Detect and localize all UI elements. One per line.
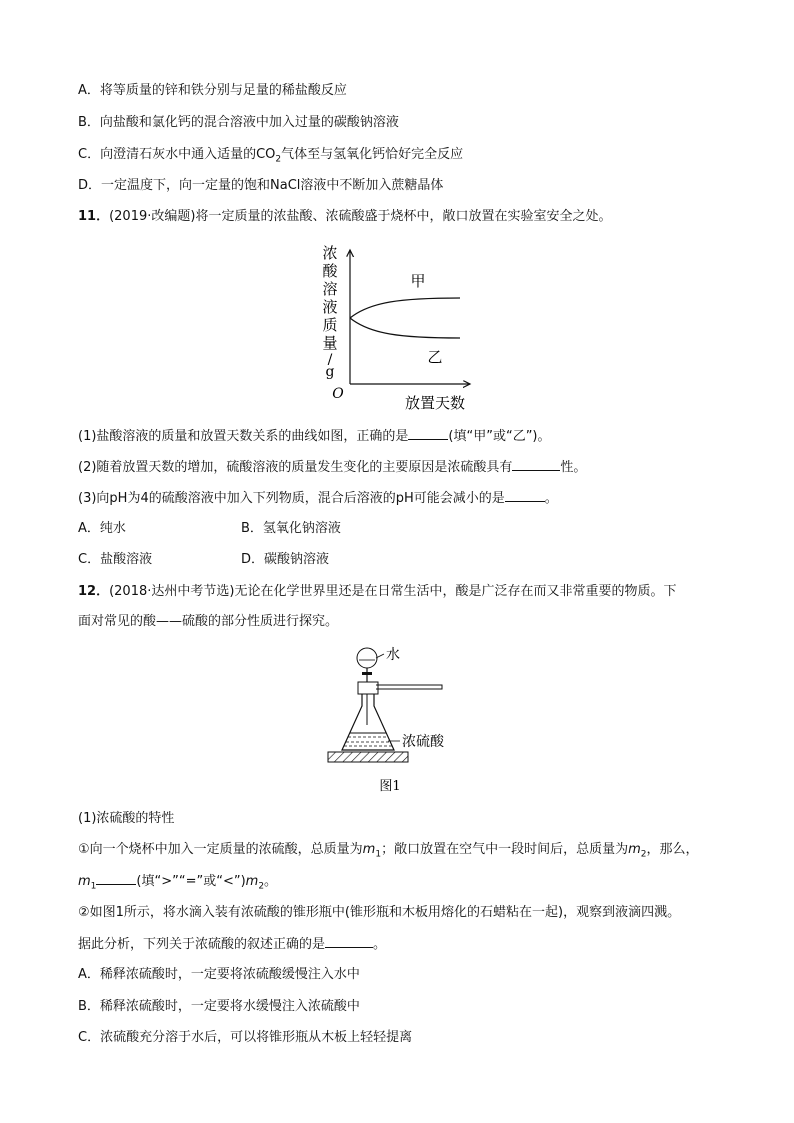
answer-blank[interactable] — [408, 427, 448, 440]
q11-sub1: (1)盐酸溶液的质量和放置天数关系的曲线如图，正确的是 (填“甲”或“乙”)。 — [78, 429, 551, 444]
q12-sub1-title: (1)浓硫酸的特性 — [78, 811, 175, 826]
answer-blank[interactable] — [512, 458, 560, 471]
y-label-5: 质 — [322, 316, 338, 334]
origin-label: O — [332, 386, 344, 402]
figure-caption: 图1 — [379, 779, 401, 794]
y-label-6: 量 — [322, 334, 338, 352]
q10-option-b: B．向盐酸和氯化钙的混合溶液中加入过量的碳酸钠溶液 — [78, 115, 399, 130]
x-axis-label: 放置天数 — [404, 394, 466, 412]
curve-lower-label: 乙 — [427, 348, 443, 366]
q12-item2-line2: 据此分析，下列关于浓硫酸的叙述正确的是 。 — [78, 937, 387, 952]
q10-option-a: A．将等质量的锌和铁分别与足量的稀盐酸反应 — [78, 83, 347, 98]
label-water: 水 — [386, 647, 400, 663]
q12-stem-line2: 面对常见的酸——硫酸的部分性质进行探究。 — [78, 614, 339, 629]
curve-upper-label: 甲 — [410, 272, 426, 290]
q10-option-d: D．一定温度下，向一定量的饱和NaCl溶液中不断加入蔗糖晶体 — [78, 178, 444, 193]
funnel-bulb — [357, 648, 377, 668]
y-label-7: / — [327, 352, 333, 368]
y-label-2: 酸 — [322, 262, 338, 280]
q11-option-b: B．氢氧化钠溶液 — [241, 521, 341, 536]
q11-stem: 11．(2019·改编题)将一定质量的浓盐酸、浓硫酸盛于烧杯中，敞口放置在实验室安全之处。 — [78, 209, 612, 224]
q11-graph — [300, 236, 500, 416]
q12-item1-line1: ①向一个烧杯中加入一定质量的浓硫酸，总质量为$m_1$；敞口放置在空气中一段时间后，总质量为$m_2$，那么， — [78, 842, 699, 860]
y-label-4: 液 — [322, 298, 338, 316]
side-tube — [376, 685, 442, 689]
answer-blank[interactable] — [505, 489, 545, 502]
y-label-3: 溶 — [322, 280, 338, 298]
stopper — [358, 682, 378, 694]
q10-option-c: C．向澄清石灰水中通入适量的$CO_2$气体至与氢氧化钙恰好完全反应 — [78, 147, 464, 165]
y-label-8: g — [325, 364, 335, 380]
q12-option-b: B．稀释浓硫酸时，一定要将水缓慢注入浓硫酸中 — [78, 999, 360, 1014]
q11-sub2: (2)随着放置天数的增加，硫酸溶液的质量发生变化的主要原因是浓硫酸具有 性。 — [78, 460, 587, 475]
wooden-board — [328, 752, 408, 762]
label-conc-acid: 浓硫酸 — [402, 734, 444, 750]
funnel-stopcock — [362, 672, 372, 675]
q12-option-a: A．稀释浓硫酸时，一定要将浓硫酸缓慢注入水中 — [78, 967, 360, 982]
answer-blank[interactable] — [96, 872, 136, 885]
q12-stem-line1: 12．(2018·达州中考节选)无论在化学世界里还是在日常生活中，酸是广泛存在而又非常重要的物质。下 — [78, 584, 677, 599]
q12-item1-line2: $m_1$ (填“>”“=”或“$<”)m_2$。 — [78, 874, 278, 892]
curve-lower — [350, 318, 460, 338]
y-label-1: 浓 — [322, 244, 338, 262]
q11-option-a: A．纯水 — [78, 521, 126, 536]
curve-upper — [350, 298, 460, 318]
q11-option-c: C．盐酸溶液 — [78, 552, 153, 567]
q11-sub3: (3)向pH为4的硫酸溶液中加入下列物质，混合后溶液的pH可能会减小的是 。 — [78, 491, 558, 506]
q12-figure-1 — [320, 640, 480, 796]
q12-item2-line1: ②如图1所示，将水滴入装有浓硫酸的锥形瓶中(锥形瓶和木板用熔化的石蜡粘在一起)，观察到液滴四溅。 — [78, 905, 681, 920]
conical-flask — [342, 694, 394, 750]
q12-option-c: C．浓硫酸充分溶于水后，可以将锥形瓶从木板上轻轻提离 — [78, 1030, 413, 1045]
q11-option-d: D．碳酸钠溶液 — [241, 552, 330, 567]
answer-blank[interactable] — [325, 935, 373, 948]
